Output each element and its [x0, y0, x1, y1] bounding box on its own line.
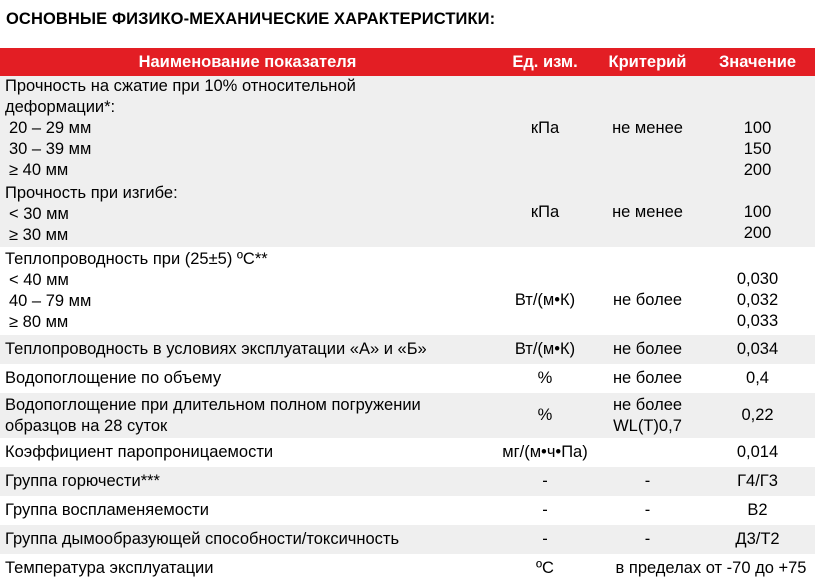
row-value: 200: [743, 224, 772, 242]
row-criterion: [595, 393, 700, 438]
row-name: Водопоглощение по объему: [5, 369, 222, 387]
row-unit: -: [495, 525, 595, 554]
row-name-text: Прочность на сжатие при 10% относительной деформации*:: [5, 77, 356, 116]
row-name: Теплопроводность в условиях эксплуатации «А» и «Б»: [0, 335, 495, 364]
row-criterion: не более: [595, 335, 700, 364]
row-criterion: не менее: [595, 181, 700, 247]
row-unit: ºС: [536, 559, 554, 577]
table-row: [0, 335, 815, 364]
table-row: [0, 554, 815, 583]
table-row: [0, 181, 815, 247]
table-row: [0, 247, 815, 335]
row-unit: %: [537, 369, 553, 387]
row-criterion: в пределах от -70 до +75: [615, 559, 807, 577]
row-value: 0,4: [746, 369, 769, 387]
header-unit: Ед. изм.: [495, 48, 595, 76]
row-name: [0, 247, 495, 335]
row-value: 100: [743, 203, 772, 221]
row-unit: -: [495, 467, 595, 496]
row-value: 0,014: [736, 443, 779, 461]
row-name: Коэффициент паропроницаемости: [5, 443, 274, 461]
row-values: [700, 181, 815, 247]
row-criterion: не менее: [595, 76, 700, 181]
row-criterion: -: [595, 467, 700, 496]
page-title: ОСНОВНЫЕ ФИЗИКО-МЕХАНИЧЕСКИЕ ХАРАКТЕРИСТИКИ:: [6, 10, 496, 28]
row-sub: 30 – 39 мм: [9, 140, 92, 158]
row-name-text: Теплопроводность при (25±5) ºС**: [5, 250, 268, 268]
row-criterion: -: [595, 525, 700, 554]
row-value: 100: [743, 119, 772, 137]
row-criterion: не более: [612, 290, 683, 309]
table-row: [0, 525, 815, 554]
row-sub: ≥ 80 мм: [9, 313, 69, 331]
row-sub: 20 – 29 мм: [9, 119, 92, 137]
row-value: 150: [743, 140, 772, 158]
row-name: [0, 76, 495, 181]
row-unit: Вт/(м•К): [514, 290, 576, 309]
row-value: 0,030: [736, 269, 779, 288]
row-unit: %: [495, 393, 595, 438]
row-value: 0,032: [736, 290, 779, 309]
row-unit: Вт/(м•К): [495, 335, 595, 364]
row-values: [700, 76, 815, 181]
row-name-text: Прочность при изгибе:: [5, 183, 178, 202]
row-sub: 40 – 79 мм: [9, 292, 92, 310]
table-row: [0, 496, 815, 525]
row-name: [0, 393, 495, 438]
table-row: [0, 467, 815, 496]
row-value: 0,034: [700, 335, 815, 364]
row-name: Группа дымообразующей способности/токсичность: [0, 525, 495, 554]
row-unit: мг/(м•ч•Па): [502, 443, 588, 461]
row-value: Г4/Г3: [700, 467, 815, 496]
row-value: Д3/Т2: [700, 525, 815, 554]
row-name: [0, 181, 495, 247]
row-value: 0,22: [700, 393, 815, 438]
characteristics-table: [0, 48, 815, 583]
header-value: Значение: [700, 48, 815, 76]
row-criterion: [595, 438, 700, 467]
row-values: [700, 247, 815, 335]
row-name-line: Водопоглощение при длительном полном погружении: [5, 395, 421, 414]
row-sub: ≥ 30 мм: [9, 225, 69, 244]
row-name-line: образцов на 28 суток: [5, 416, 168, 435]
row-sub: ≥ 40 мм: [9, 161, 69, 179]
row-value: В2: [747, 501, 768, 519]
header-criterion: Критерий: [595, 48, 700, 76]
row-sub: < 40 мм: [9, 271, 69, 289]
row-criterion-line: не более: [612, 395, 683, 414]
table-row: [0, 76, 815, 181]
row-unit: кПа: [495, 76, 595, 181]
table-header-row: [0, 48, 815, 76]
table-row: [0, 438, 815, 467]
row-name: Группа воспламеняемости: [5, 501, 209, 519]
row-criterion-line: WL(T)0,7: [613, 416, 682, 435]
row-sub: < 30 мм: [9, 204, 69, 223]
table-row: [0, 364, 815, 393]
header-name: Наименование показателя: [0, 48, 495, 76]
row-criterion: не более: [612, 369, 683, 387]
row-name: Группа горючести***: [0, 467, 495, 496]
table-row: [0, 393, 815, 438]
row-unit: -: [542, 501, 548, 519]
row-value: 0,033: [736, 311, 779, 330]
row-criterion: -: [644, 501, 651, 519]
row-unit: кПа: [495, 181, 595, 247]
row-value: 200: [743, 161, 772, 179]
row-name: Температура эксплуатации: [5, 559, 214, 577]
